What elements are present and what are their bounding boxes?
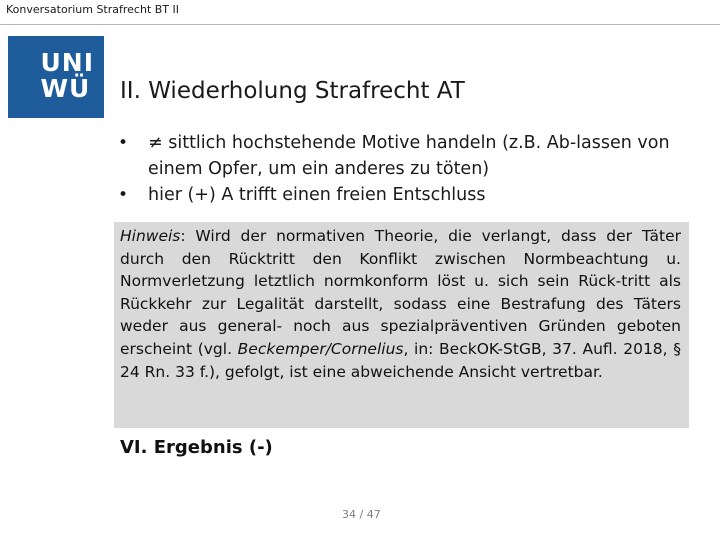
bullet-text: hier (+) A trifft einen freien Entschluss [148, 185, 486, 205]
hint-box [114, 222, 689, 428]
bullet-item [116, 130, 696, 182]
bullet-text: ≠ sittlich hochstehende Motive handeln (z.B. Ab-lassen von einem Opfer, um ein anderes zu töten) [148, 133, 670, 179]
university-logo [8, 36, 104, 118]
page-number: 34 / 47 [342, 508, 381, 521]
slide-title: II. Wiederholung Strafrecht AT [120, 78, 465, 104]
hint-text-part-2: , in: BeckOK-StGB, 37. Aufl. 2018, § 24 Rn. 33 f.), gefolgt, ist eine abweichende Ansicht vertretbar. [120, 339, 681, 381]
hint-text-part-1: : Wird der normativen Theorie, die verlangt, dass der Täter durch den Rücktritt den Konflikt zwischen Normbeachtung u. Normverletzung letztlich normkonform löst u. sich sein Rück-tritt als Rückkehr zur Legalität darstellt, sodass eine Bestrafung des Täters weder aus general- noch aus spezialpräventiven Gründen geboten erscheint (vgl. [120, 227, 681, 358]
header-divider [0, 24, 720, 25]
bullet-marker: • [118, 185, 129, 205]
logo-line-1: UNI [40, 48, 94, 77]
bullet-item [116, 182, 696, 208]
result-heading: VI. Ergebnis (-) [120, 437, 273, 458]
logo-line-2: WÜ [40, 74, 91, 103]
bullet-marker: • [118, 133, 129, 153]
course-title: Konversatorium Strafrecht BT II [6, 3, 180, 16]
logo-wordmark [40, 50, 94, 102]
bullet-list [116, 130, 696, 208]
hint-label: Hinweis [120, 227, 181, 245]
hint-citation: Beckemper/Cornelius [237, 339, 404, 358]
